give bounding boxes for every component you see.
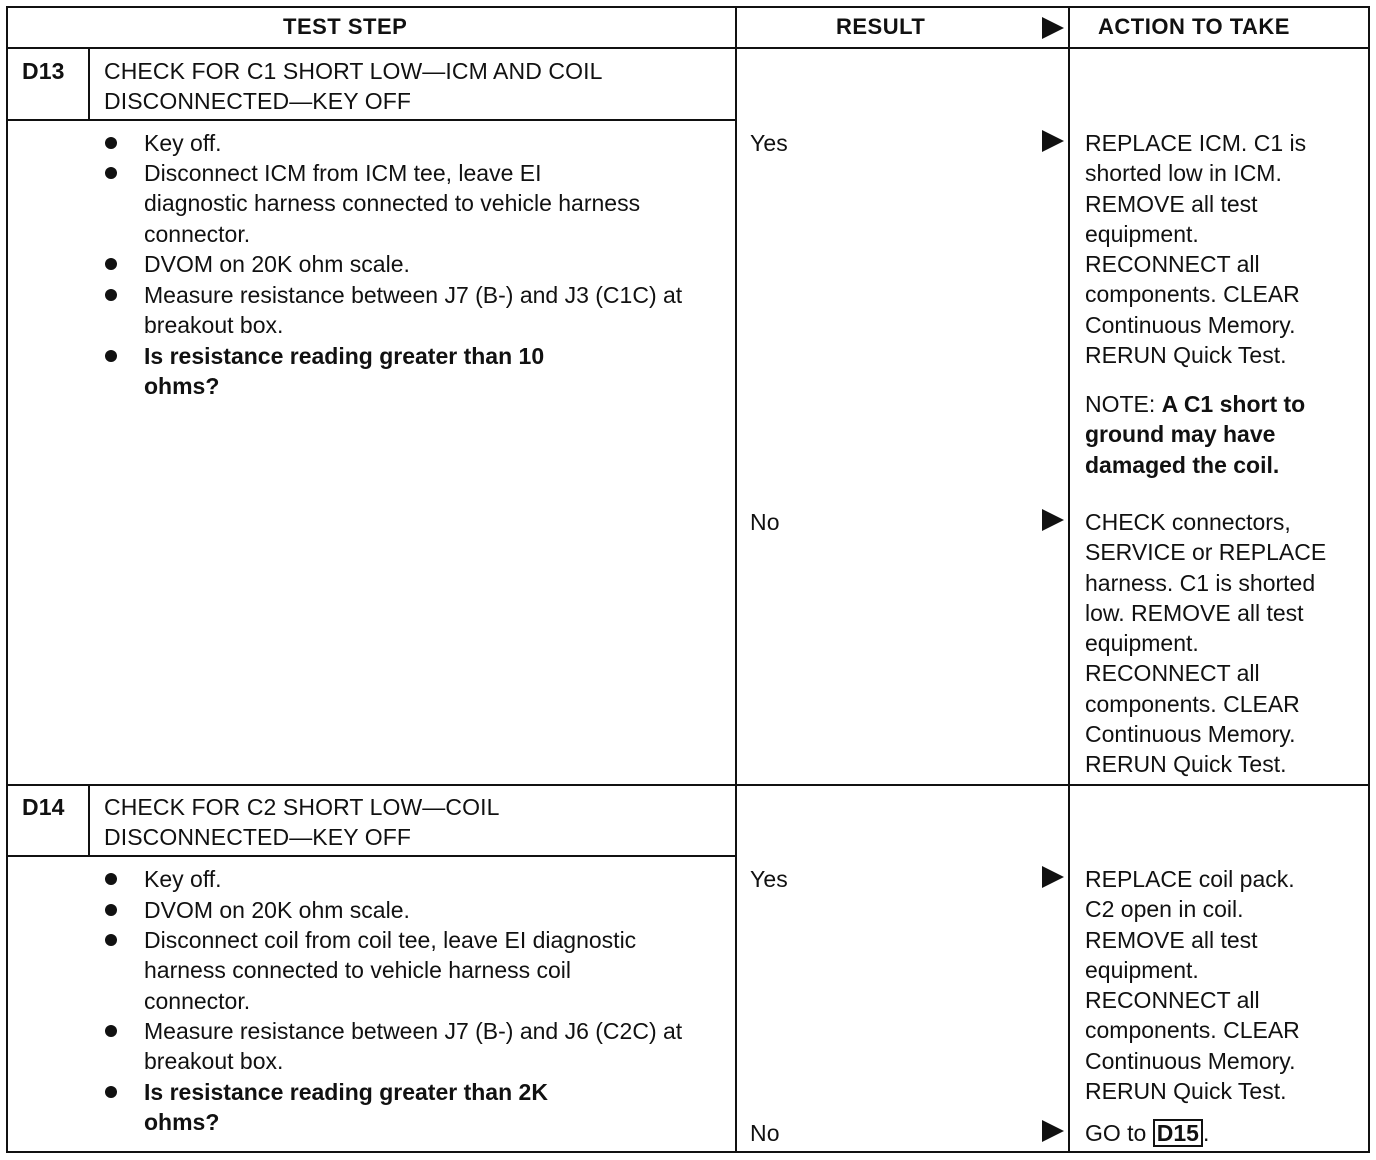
d14-yes-action: REPLACE coil pack. C2 open in coil. REMOVE all test equipment. RECONNECT all components. CLEAR Continuous Memory. RERUN Quick Test. bbox=[1085, 866, 1300, 1105]
header-test-step: TEST STEP bbox=[283, 14, 408, 39]
d14-result-yes: Yes bbox=[750, 866, 788, 892]
d14-no-action: GO to D15 . bbox=[1085, 1120, 1210, 1146]
header-arrow-icon bbox=[1042, 17, 1064, 39]
d14-title-bottom-border bbox=[6, 855, 737, 857]
column-divider-result bbox=[1068, 6, 1070, 1153]
bullet-icon bbox=[105, 934, 117, 946]
step-id-d13: D13 bbox=[22, 58, 65, 84]
header-bottom-border bbox=[6, 47, 1370, 49]
d14-top-border bbox=[6, 784, 1370, 786]
table-bottom-border bbox=[6, 1151, 1370, 1153]
table-left-border bbox=[6, 6, 8, 1153]
bullet-icon bbox=[105, 1025, 117, 1037]
d13-no-arrow-icon bbox=[1042, 509, 1064, 531]
diagnostic-table: TEST STEP RESULT ACTION TO TAKE D13 CHECK FOR C1 SHORT LOW—ICM AND COIL DISCONNECTED—KEY OFF Key off. Disconnect ICM from ICM tee, leave EI diagnostic harness connected to vehicle harness connector. DVOM on 20K ohm scale. Measure resistance between J7 (B-) and J3 (C1C) at breakout box. Is resistance reading greater than 10 ohms? Yes REPLACE ICM. C1 is shorted low in ICM. REMOVE all test equipment. RECONNECT all components. CLEAR Continuous Memory. RERUN Quick Test. NOTE: A C1 short to ground may have damaged the coil. No CHECK connectors, SERVICE or REPLACE harness. C1 is shorted low. REMOVE all test equipment. RECONNECT all components. CLEAR Continuous Memory. RERUN Quick Test. D14 CHECK FOR C2 SHORT LOW—COIL DISCONNECTED—KEY OFF Key off. DVOM on 20K ohm scale. Disconnect coil from coil tee, leave EI diagnostic harness connected to vehicle harness coil connector. Measure resistance between J7 (B-) and J6 (C2C) at breakout box. Is resistance reading greater than 2K ohms? Yes REPLACE coil pack. C2 open in coil. REMOVE all test equipment. RECONNECT all components. CLEAR Continuous Memory. RERUN Quick Test. No GO to D15 . bbox=[0, 0, 1376, 1160]
bullet-icon bbox=[105, 1086, 117, 1098]
table-right-border bbox=[1368, 6, 1370, 1153]
header-action: ACTION TO TAKE bbox=[1098, 14, 1290, 39]
d14-no-arrow-icon bbox=[1042, 1120, 1064, 1142]
bullet-icon bbox=[105, 137, 117, 149]
step-title-d13-line1: CHECK FOR C1 SHORT LOW—ICM AND COIL bbox=[104, 58, 603, 84]
bullet-icon bbox=[105, 167, 117, 179]
header-result: RESULT bbox=[836, 14, 926, 39]
bullet-icon bbox=[105, 904, 117, 916]
bullet-icon bbox=[105, 350, 117, 362]
d14-id-divider bbox=[88, 784, 90, 857]
d13-id-divider bbox=[88, 47, 90, 121]
d13-no-action: CHECK connectors, SERVICE or REPLACE harness. C1 is shorted low. REMOVE all test equipment. RECONNECT all components. CLEAR Continuous Memory. RERUN Quick Test. bbox=[1085, 509, 1327, 778]
d14-result-no: No bbox=[750, 1120, 780, 1146]
d13-yes-action: REPLACE ICM. C1 is shorted low in ICM. REMOVE all test equipment. RECONNECT all components. CLEAR Continuous Memory. RERUN Quick Test. bbox=[1085, 130, 1307, 369]
step-title-d14-line1: CHECK FOR C2 SHORT LOW—COIL bbox=[104, 794, 500, 820]
step-title-d14-line2: DISCONNECTED—KEY OFF bbox=[104, 824, 411, 850]
d13-title-bottom-border bbox=[6, 119, 737, 121]
d13-result-yes: Yes bbox=[750, 130, 788, 156]
d13-yes-note: NOTE: A C1 short to ground may have damaged the coil. bbox=[1085, 391, 1306, 478]
d14-yes-arrow-icon bbox=[1042, 866, 1064, 888]
bullet-icon bbox=[105, 289, 117, 301]
table-top-border bbox=[6, 6, 1370, 8]
d13-result-no: No bbox=[750, 509, 780, 535]
d13-yes-arrow-icon bbox=[1042, 130, 1064, 152]
bullet-icon bbox=[105, 258, 117, 270]
step-title-d13-line2: DISCONNECTED—KEY OFF bbox=[104, 88, 411, 114]
goto-step-reference[interactable]: D15 bbox=[1153, 1119, 1203, 1147]
column-divider-step bbox=[735, 6, 737, 1153]
bullet-icon bbox=[105, 873, 117, 885]
step-id-d14: D14 bbox=[22, 794, 65, 820]
